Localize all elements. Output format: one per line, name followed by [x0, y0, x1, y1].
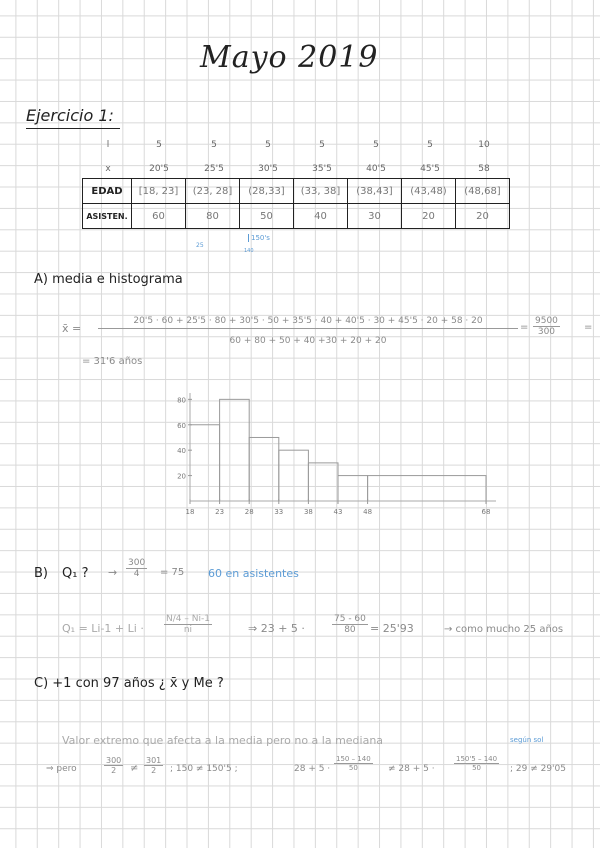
fraction-numerator: 9500: [535, 316, 558, 326]
equals-sign-2: =: [584, 322, 593, 333]
count-cell: 20: [456, 204, 510, 229]
part-c-sentence: Valor extremo que afecta a la media pero no a la mediana: [62, 734, 384, 747]
count-cell: 60: [132, 204, 186, 229]
x-tick-label: 18: [185, 508, 195, 516]
class-mark: 58: [478, 164, 490, 174]
class-mark: 40'5: [366, 164, 386, 174]
width-value: 5: [265, 140, 271, 150]
x-tick-label: 28: [244, 508, 254, 516]
q1-note: 60 en asistentes: [208, 567, 299, 580]
class-mark: 45'5: [420, 164, 440, 174]
interval-cell: [18, 23]: [132, 179, 186, 204]
f2-den: 2: [151, 766, 157, 775]
blue-note-140: 140: [244, 248, 254, 254]
interval-cell: (33, 38]: [294, 179, 348, 204]
quartile-substitution: ⇒ 23 + 5 ·: [248, 622, 305, 635]
median-result: ; 29 ≠ 29'05: [510, 764, 566, 774]
x-tick-label: 33: [274, 508, 284, 516]
table-row-attendees: [83, 204, 510, 229]
histogram-chart: [160, 385, 510, 525]
mean-result: = 31'6 años: [82, 356, 143, 367]
quartile-result: = 25'93: [370, 622, 414, 635]
width-value: 10: [478, 140, 490, 150]
interval-cell: (38,43]: [348, 179, 402, 204]
blue-note-150: 150's: [248, 234, 270, 242]
width-row-label: l: [106, 140, 110, 150]
class-mark: 25'5: [204, 164, 224, 174]
f1-den: 2: [111, 766, 117, 775]
histogram-bar: [308, 463, 338, 501]
arrow: →: [108, 566, 118, 579]
page-title: Mayo 2019: [200, 40, 379, 75]
fraction-300-2: [104, 756, 123, 775]
part-c-heading: C) +1 con 97 años ¿ x̄ y Me ?: [34, 676, 224, 691]
histogram-bar: [249, 437, 279, 501]
median-expr-2: ≠ 28 + 5 ·: [388, 764, 435, 774]
e2-num: 150'5 – 140: [456, 755, 498, 763]
width-value: 5: [319, 140, 325, 150]
count-cell: 80: [186, 204, 240, 229]
quartile-formula-fraction: [164, 614, 212, 635]
frac-num: 300: [128, 558, 146, 568]
part-b-heading: B): [34, 566, 48, 581]
histogram-bar: [220, 399, 250, 501]
histogram-bar: [190, 425, 220, 501]
e1-den: 50: [348, 764, 358, 772]
f2-num: 301: [146, 756, 162, 765]
y-tick-label: 80: [177, 396, 186, 405]
part-a-heading: A) media e histograma: [34, 272, 183, 287]
quartile-formula-lhs: Q₁ = Li-1 + Li ·: [62, 622, 144, 635]
median-compare: ; 150 ≠ 150'5 ;: [170, 764, 238, 774]
n-over-4: [126, 558, 147, 579]
y-tick-label: 60: [177, 421, 186, 430]
width-value: 5: [373, 140, 379, 150]
exercise-title-underline: [26, 128, 120, 129]
class-mark: 30'5: [258, 164, 278, 174]
frac-den: 4: [133, 569, 140, 579]
part-c-note: según sol: [510, 736, 544, 744]
median-frac-2: [454, 755, 499, 772]
count-cell: 30: [348, 204, 402, 229]
width-value: 5: [211, 140, 217, 150]
x-tick-label: 43: [333, 508, 343, 516]
x-tick-label: 38: [303, 508, 313, 516]
count-cell: 40: [294, 204, 348, 229]
fraction-denominator: 300: [537, 327, 556, 337]
formula-num: N/4 – Ni-1: [166, 614, 210, 624]
mark-row-label: x: [105, 164, 111, 174]
width-value: 5: [427, 140, 433, 150]
y-tick-label: 40: [177, 447, 186, 456]
q1-position: = 75: [160, 567, 185, 578]
interval-cell: (23, 28]: [186, 179, 240, 204]
formula-den: ni: [183, 625, 193, 635]
mean-denominator: 60 + 80 + 50 + 40 +30 + 20 + 20: [229, 336, 387, 346]
x-tick-label: 68: [481, 508, 491, 516]
quartile-calc-fraction: [332, 614, 368, 635]
calc-num: 75 - 60: [334, 614, 366, 624]
y-tick-label: 20: [177, 472, 186, 481]
equals-sign: =: [520, 322, 529, 333]
neq-1: ≠: [130, 763, 139, 774]
interval-cell: (28,33]: [240, 179, 294, 204]
e2-den: 50: [472, 764, 481, 772]
interval-cell: (43,48): [402, 179, 456, 204]
median-frac-1: [334, 755, 373, 772]
histogram-bar: [279, 450, 309, 501]
calc-den: 80: [344, 625, 356, 635]
row-header-attendees: ASISTEN.: [83, 204, 132, 229]
f1-num: 300: [106, 756, 122, 765]
part-c-line2-start: ⇒ pero: [46, 764, 77, 774]
x-tick-label: 23: [215, 508, 225, 516]
median-expr-1: 28 + 5 ·: [294, 764, 331, 774]
q1-question: Q₁ ?: [62, 566, 89, 581]
mean-fraction: [533, 316, 560, 337]
e1-num: 150 – 140: [336, 755, 371, 763]
exercise-title: Ejercicio 1:: [26, 106, 114, 125]
fraction-301-2: [144, 756, 163, 775]
width-value: 5: [156, 140, 162, 150]
blue-note-25: 25: [196, 242, 204, 249]
class-mark: 35'5: [312, 164, 332, 174]
count-cell: 50: [240, 204, 294, 229]
interval-cell: (48,68]: [456, 179, 510, 204]
x-tick-label: 48: [363, 508, 373, 516]
quartile-conclusion: → como mucho 25 años: [444, 624, 564, 635]
mean-symbol: x̄ =: [62, 322, 82, 335]
table-row-age: [83, 179, 510, 204]
class-mark: 20'5: [149, 164, 169, 174]
row-header-age: EDAD: [83, 179, 132, 204]
count-cell: 20: [402, 204, 456, 229]
frequency-table: [82, 178, 510, 229]
mean-numerator: 20'5 · 60 + 25'5 · 80 + 30'5 · 50 + 35'5 · 40 + 40'5 · 30 + 45'5 · 20 + 58 · 20: [98, 316, 518, 329]
histogram-bar: [338, 476, 368, 501]
histogram-bar: [368, 476, 486, 501]
